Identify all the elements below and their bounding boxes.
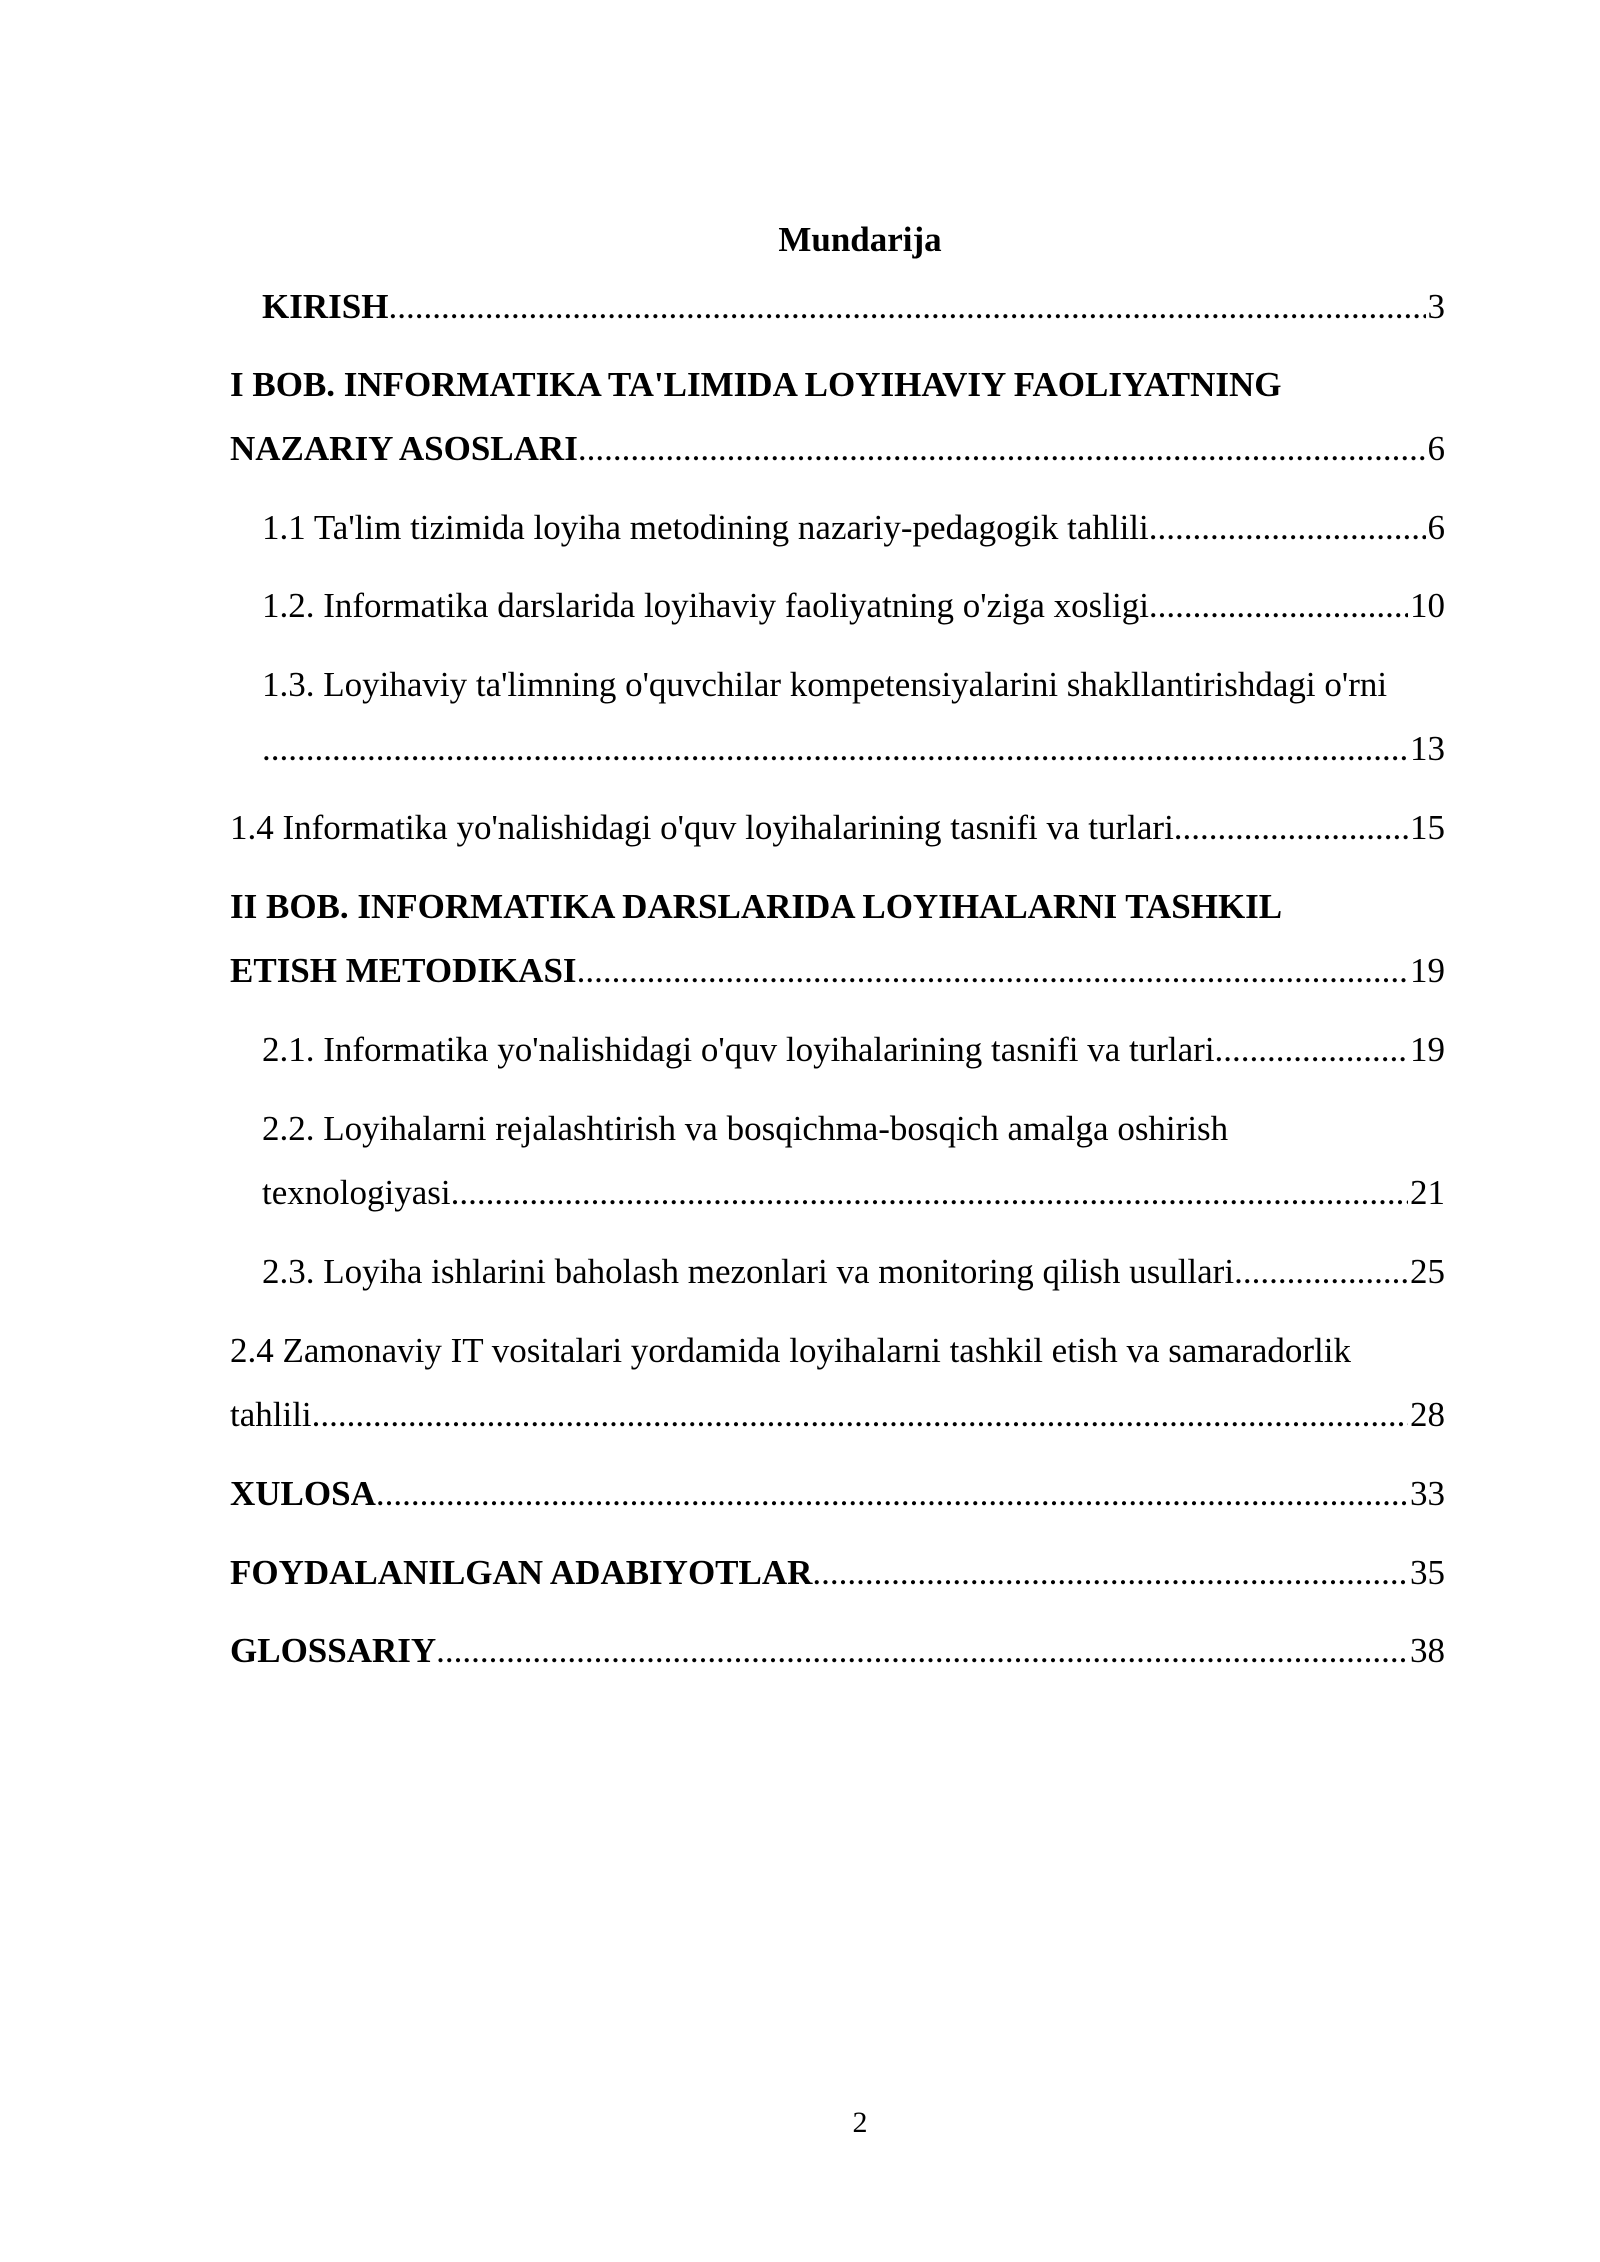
toc-page-number: 19 [1410, 951, 1445, 990]
toc-entry-title: 1.1 Ta'lim tizimida loyiha metodining nazariy-pedagogik tahlili [262, 508, 1149, 547]
leader-dots [1234, 1250, 1408, 1294]
toc-page-number: 6 [1427, 429, 1445, 468]
toc-entry-title: 2.1. Informatika yo'nalishidagi o'quv loyihalarining tasnifi va turlari [262, 1030, 1215, 1069]
toc-page-number: 33 [1410, 1474, 1445, 1513]
toc-entry-title-line2: tahlili [230, 1395, 312, 1434]
toc-entry-title: XULOSA [230, 1474, 376, 1513]
toc-page-number: 38 [1410, 1631, 1445, 1670]
toc-page-number: 19 [1410, 1030, 1445, 1069]
leader-dots [578, 427, 1426, 471]
toc-entry-title-line1: 2.4 Zamonaviy IT vositalari yordamida loyihalarni tashkil etish va samaradorlik [230, 1331, 1352, 1370]
toc-entry-title-line1: 1.3. Loyihaviy ta'limning o'quvchilar kompetensiyalarini shakllantirishdagi o'rni [262, 665, 1388, 704]
leader-dots [262, 727, 1408, 771]
toc-entry-title-line2: texnologiyasi [262, 1173, 451, 1212]
toc-page-number: 28 [1410, 1395, 1445, 1434]
toc-page-number: 35 [1410, 1553, 1445, 1592]
toc-page-number: 15 [1410, 808, 1445, 847]
leader-dots [1215, 1028, 1408, 1072]
toc-page-number: 10 [1410, 586, 1445, 625]
leader-dots [812, 1551, 1408, 1595]
toc-page-number: 6 [1427, 508, 1445, 547]
toc-entry-title: 1.2. Informatika darslarida loyihaviy faoliyatning o'ziga xosligi [262, 586, 1149, 625]
toc-entry-title: KIRISH [262, 287, 389, 326]
toc-entry-title: GLOSSARIY [230, 1631, 437, 1670]
toc-entry-title-line1: I BOB. INFORMATIKA TA'LIMIDA LOYIHAVIY FAOLIYATNING [230, 365, 1282, 404]
toc-entry-title-line1: 2.2. Loyihalarni rejalashtirish va bosqichma-bosqich amalga oshirish [262, 1109, 1229, 1148]
toc-entry-title: 2.3. Loyiha ishlarini baholash mezonlari va monitoring qilish usullari [262, 1252, 1235, 1291]
leader-dots [1149, 506, 1426, 550]
toc-entry-title-line2: ETISH METODIKASI [230, 951, 577, 990]
leader-dots [1149, 584, 1408, 628]
page-number: 2 [852, 2106, 868, 2139]
leader-dots [1174, 806, 1408, 850]
toc-entry-title-line2: NAZARIY ASOSLARI [230, 429, 578, 468]
leader-dots [312, 1393, 1408, 1437]
leader-dots [577, 949, 1408, 993]
leader-dots [451, 1171, 1408, 1215]
leader-dots [376, 1472, 1408, 1516]
toc-page-number: 21 [1410, 1173, 1445, 1212]
toc-page-number: 13 [1410, 729, 1445, 768]
leader-dots [436, 1629, 1408, 1673]
toc-page-number: 25 [1410, 1252, 1445, 1291]
toc-entry-title: FOYDALANILGAN ADABIYOTLAR [230, 1553, 813, 1592]
toc-entry-title-line1: II BOB. INFORMATIKA DARSLARIDA LOYIHALARNI TASHKIL [230, 887, 1283, 926]
leader-dots [388, 285, 1425, 329]
toc-entry-title: 1.4 Informatika yo'nalishidagi o'quv loyihalarining tasnifi va turlari [230, 808, 1174, 847]
toc-title: Mundarija [778, 220, 942, 259]
toc-page-number: 3 [1427, 287, 1445, 326]
